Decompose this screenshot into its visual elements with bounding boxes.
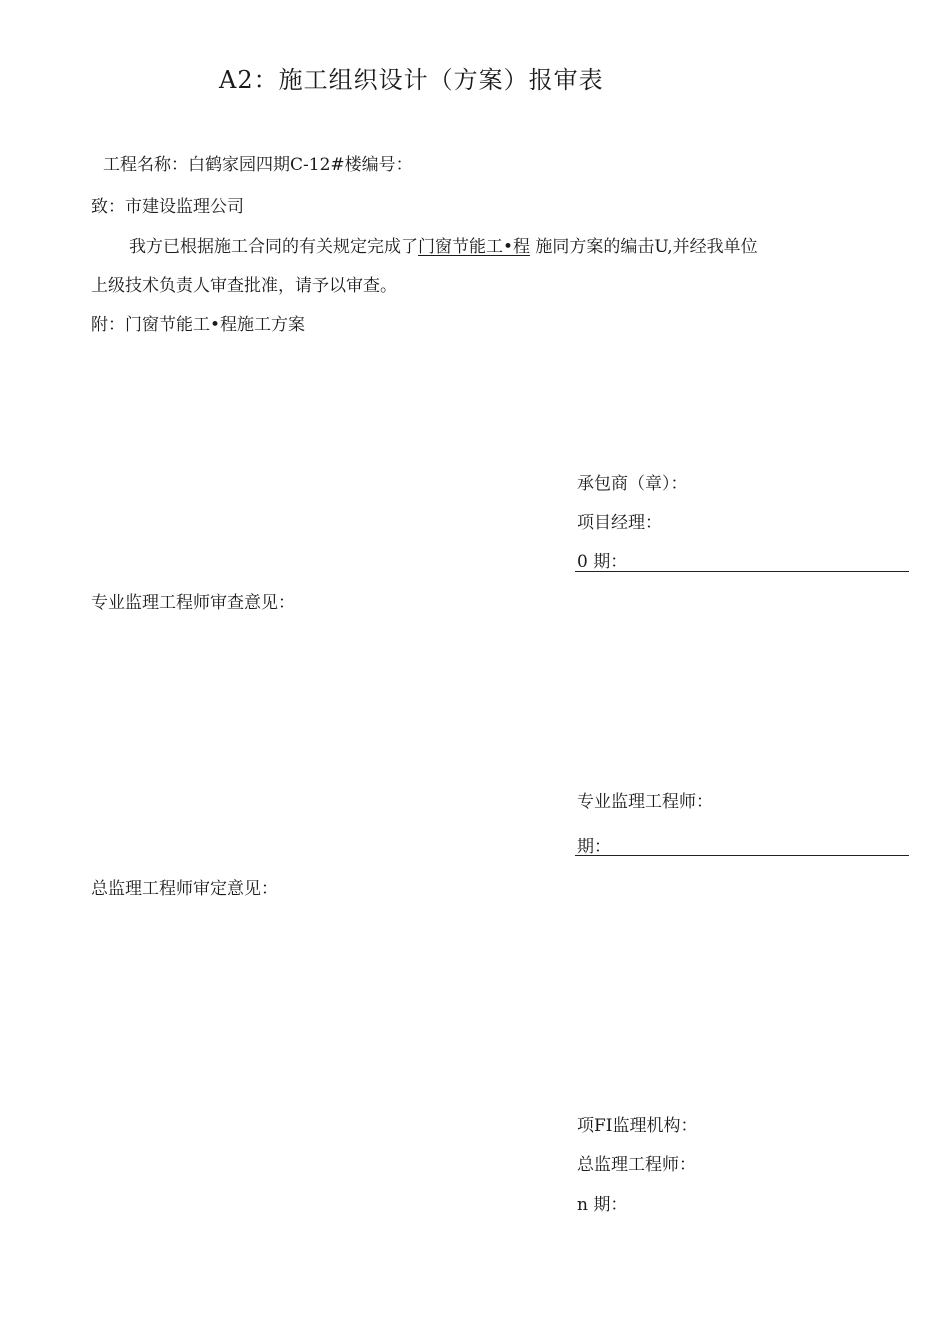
specialist-date-rule — [575, 855, 909, 856]
project-manager-label: 项目经理： — [577, 513, 662, 533]
contractor-seal-label: 承包商（章）： — [577, 474, 688, 494]
body-paragraph-line-1 — [129, 235, 758, 259]
chief-date-label: n 期： — [577, 1195, 628, 1215]
project-name-line: 工程名称：白鹤家园四期C-12#楼编号： — [103, 155, 413, 175]
supervision-org-label: 项FI监理机构： — [577, 1116, 698, 1136]
body-lead-text: 我方已根据施工合同的有关规定完成了 — [129, 237, 418, 257]
form-title: A2：施工组织设计（方案）报审表 — [219, 66, 604, 94]
specialist-opinion-label: 专业监理工程师审查意见： — [91, 593, 295, 613]
chief-opinion-label: 总监理工程师审定意见： — [91, 879, 278, 899]
contractor-date-rule — [575, 571, 909, 572]
addressee-line: 致：市建设监理公司 — [91, 197, 244, 217]
contractor-date-label: 0 期： — [577, 552, 628, 572]
body-project-underlined: 门窗节能工•程 — [418, 237, 531, 257]
body-paragraph-line-2: 上级技术负责人审查批准，请予以审查。 — [91, 276, 397, 296]
attachment-line: 附：门窗节能工•程施工方案 — [91, 315, 306, 335]
specialist-date-label: 期： — [577, 837, 611, 857]
body-tail-text: 施同方案的编击U,并经我单位 — [530, 237, 758, 257]
chief-signature-label: 总监理工程师： — [577, 1155, 696, 1175]
specialist-signature-label: 专业监理工程师： — [577, 792, 713, 812]
